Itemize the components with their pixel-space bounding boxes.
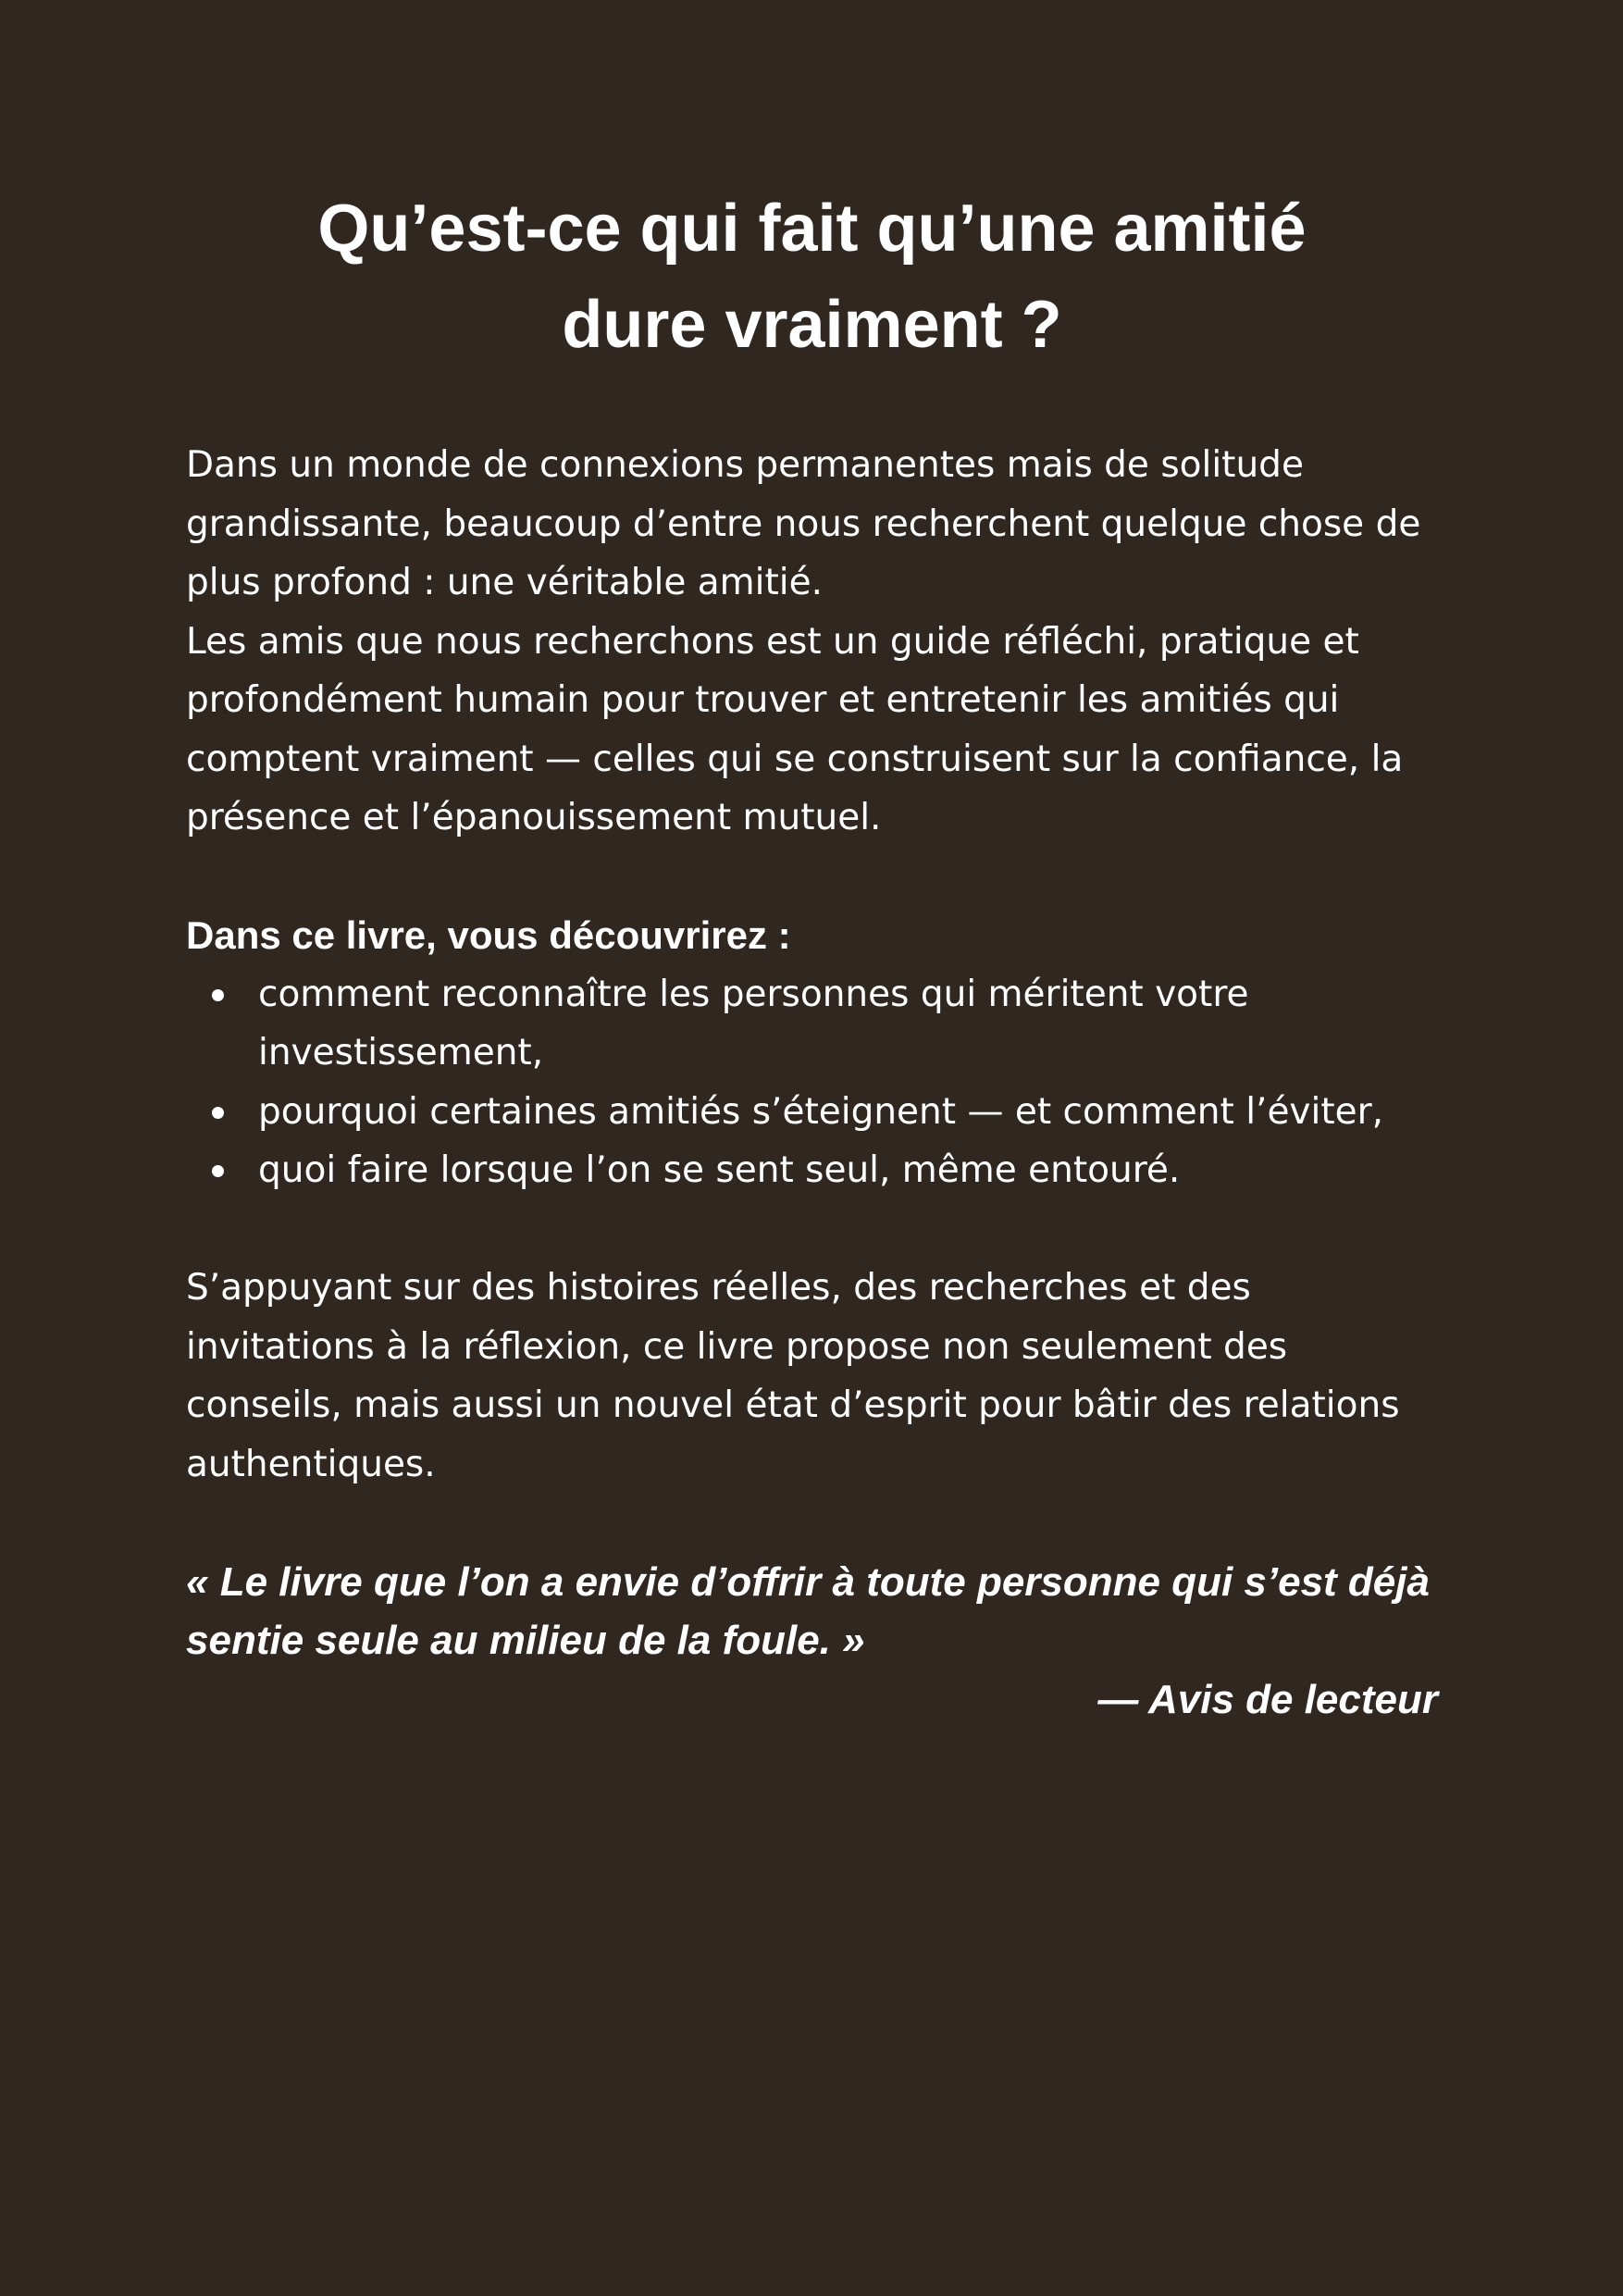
closing-section <box>186 1259 1438 1494</box>
review-attribution: — Avis de lecteur <box>1097 1676 1438 1722</box>
list-item: quoi faire lorsque l’on se sent seul, même entouré. <box>258 1141 1438 1200</box>
closing-paragraph: S’appuyant sur des histoires réelles, des recherches et des invitations à la réflexion, ce livre propose non seulement des conseils, mais aussi un nouvel état d’esprit pour bâtir des relations authentiques. <box>186 1267 1400 1485</box>
list-item: comment reconnaître les personnes qui méritent votre investissement, <box>258 965 1438 1083</box>
title-line-2: dure vraiment ? <box>562 288 1062 362</box>
discover-heading: Dans ce livre, vous découvrirez : <box>186 913 791 957</box>
intro-section <box>186 436 1438 848</box>
spacer <box>186 1200 1438 1260</box>
intro-paragraph-2: Les amis que nous recherchons est un guide réfléchi, pratique et profondément humain pour trouver et entretenir les amitiés qui comptent vraiment — celles qui se construisent sur la confiance, la présence et l’épanouissement mutuel. <box>186 620 1404 838</box>
review-section <box>186 1553 1438 1730</box>
review-quote: « Le livre que l’on a envie d’offrir à toute personne qui s’est déjà sentie seule au milieu de la foule. » <box>186 1558 1430 1663</box>
title-line-1: Qu’est-ce qui fait qu’une amitié <box>317 192 1307 266</box>
discover-list <box>186 965 1438 1200</box>
page-title <box>202 180 1423 373</box>
discover-section <box>186 906 1438 1200</box>
spacer <box>186 848 1438 907</box>
spacer <box>186 1494 1438 1553</box>
intro-paragraph-1: Dans un monde de connexions permanentes mais de solitude grandissante, beaucoup d’entre nous recherchent quelque chose de plus profond : une véritable amitié. <box>186 444 1421 603</box>
list-item: pourquoi certaines amitiés s’éteignent — et comment l’éviter, <box>258 1083 1438 1142</box>
